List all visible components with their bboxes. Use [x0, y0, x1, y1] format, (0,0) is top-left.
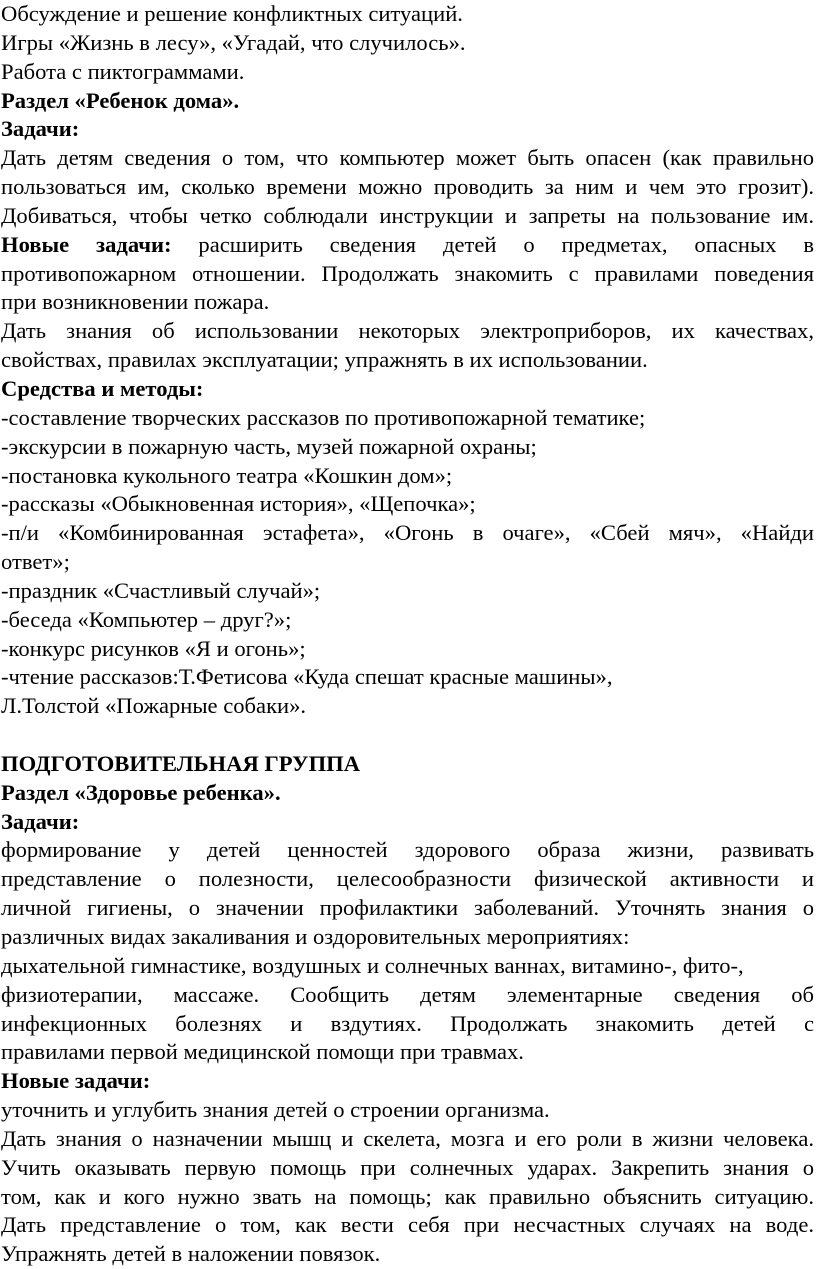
paragraph-line: Учить оказывать первую помощь при солнечных ударах. Закрепить знания о: [1, 1154, 814, 1180]
tasks-heading: Задачи:: [1, 808, 80, 834]
paragraph-line: уточнить и углубить знания детей о строении организма.: [1, 1097, 550, 1123]
paragraph-line: формирование у детей ценностей здорового образа жизни, развивать: [1, 837, 814, 863]
list-item: Л.Толстой «Пожарные собаки».: [1, 693, 307, 719]
list-item: -постановка кукольного театра «Кошкин дом»;: [1, 462, 453, 488]
list-item: -рассказы «Обыкновенная история», «Щепочка»;: [1, 491, 476, 517]
paragraph-line: Дать знания об использовании некоторых электроприборов, их качествах,: [1, 318, 814, 344]
paragraph-line: Добиваться, чтобы четко соблюдали инструкции и запреты на пользование им.: [1, 202, 814, 228]
tasks-heading: Задачи:: [1, 116, 80, 142]
list-item: -праздник «Счастливый случай»;: [1, 577, 321, 603]
new-tasks-heading: Новые задачи:: [1, 1068, 151, 1094]
list-item: -п/и «Комбинированная эстафета», «Огонь в очаге», «Сбей мяч», «Найди: [1, 520, 814, 546]
paragraph-line: противопожарном отношении. Продолжать знакомить с правилами поведения: [1, 260, 814, 286]
paragraph-line: Дать представление о том, как вести себя при несчастных случаях на воде.: [1, 1212, 814, 1238]
paragraph-line: инфекционных болезнях и вздутиях. Продолжать знакомить детей с: [1, 1010, 814, 1036]
paragraph-line: свойствах, правилах эксплуатации; упражнять в их использовании.: [1, 347, 648, 373]
paragraph-line: правилами первой медицинской помощи при травмах.: [1, 1039, 524, 1065]
text-line: Обсуждение и решение конфликтных ситуаций.: [1, 1, 463, 26]
list-item: -экскурсии в пожарную часть, музей пожарной охраны;: [1, 433, 537, 459]
group-heading: ПОДГОТОВИТЕЛЬНАЯ ГРУППА: [1, 750, 361, 776]
paragraph-line: том, как и кого нужно звать на помощь; как правильно объяснить ситуацию.: [1, 1183, 814, 1209]
list-item: -чтение рассказов:Т.Фетисова «Куда спешат красные машины»,: [1, 664, 613, 690]
text-line: Игры «Жизнь в лесу», «Угадай, что случилось».: [1, 29, 466, 55]
section-heading-home: Раздел «Ребенок дома».: [1, 87, 240, 113]
paragraph-line: дыхательной гимнастике, воздушных и солнечных ваннах, витамино-, фито-,: [1, 952, 744, 978]
paragraph-line: Дать знания о назначении мышц и скелета, мозга и его роли в жизни человека.: [1, 1125, 814, 1151]
paragraph-line: различных видах закаливания и оздоровительных мероприятиях:: [1, 924, 630, 949]
new-tasks-label: Новые задачи:: [1, 231, 172, 257]
section-heading-health: Раздел «Здоровье ребенка».: [1, 779, 281, 805]
paragraph-line: Упражнять детей в наложении повязок.: [1, 1241, 381, 1267]
paragraph-line: представление о полезности, целесообразности физической активности и: [1, 866, 814, 892]
blank-line: [1, 721, 814, 750]
paragraph-line: Дать детям сведения о том, что компьютер может быть опасен (как правильно: [1, 145, 814, 171]
list-item: -конкурс рисунков «Я и огонь»;: [1, 635, 306, 661]
means-heading: Средства и методы:: [1, 375, 204, 401]
paragraph-line: при возникновении пожара.: [1, 289, 270, 315]
text-line: Работа с пиктограммами.: [1, 58, 245, 84]
list-item: -составление творческих рассказов по противопожарной тематике;: [1, 404, 646, 430]
paragraph-line: личной гигиены, о значении профилактики заболеваний. Уточнять знания о: [1, 895, 814, 921]
paragraph-text: расширить сведения детей о предметах, опасных в: [171, 231, 814, 257]
paragraph-line: [1, 231, 814, 260]
paragraph-line: пользоваться им, сколько времени можно проводить за ним и чем это грозит).: [1, 174, 814, 200]
list-item: -беседа «Компьютер – друг?»;: [1, 606, 292, 632]
paragraph-line: физиотерапии, массаже. Сообщить детям элементарные сведения об: [1, 981, 814, 1007]
list-item: ответ»;: [1, 549, 70, 575]
